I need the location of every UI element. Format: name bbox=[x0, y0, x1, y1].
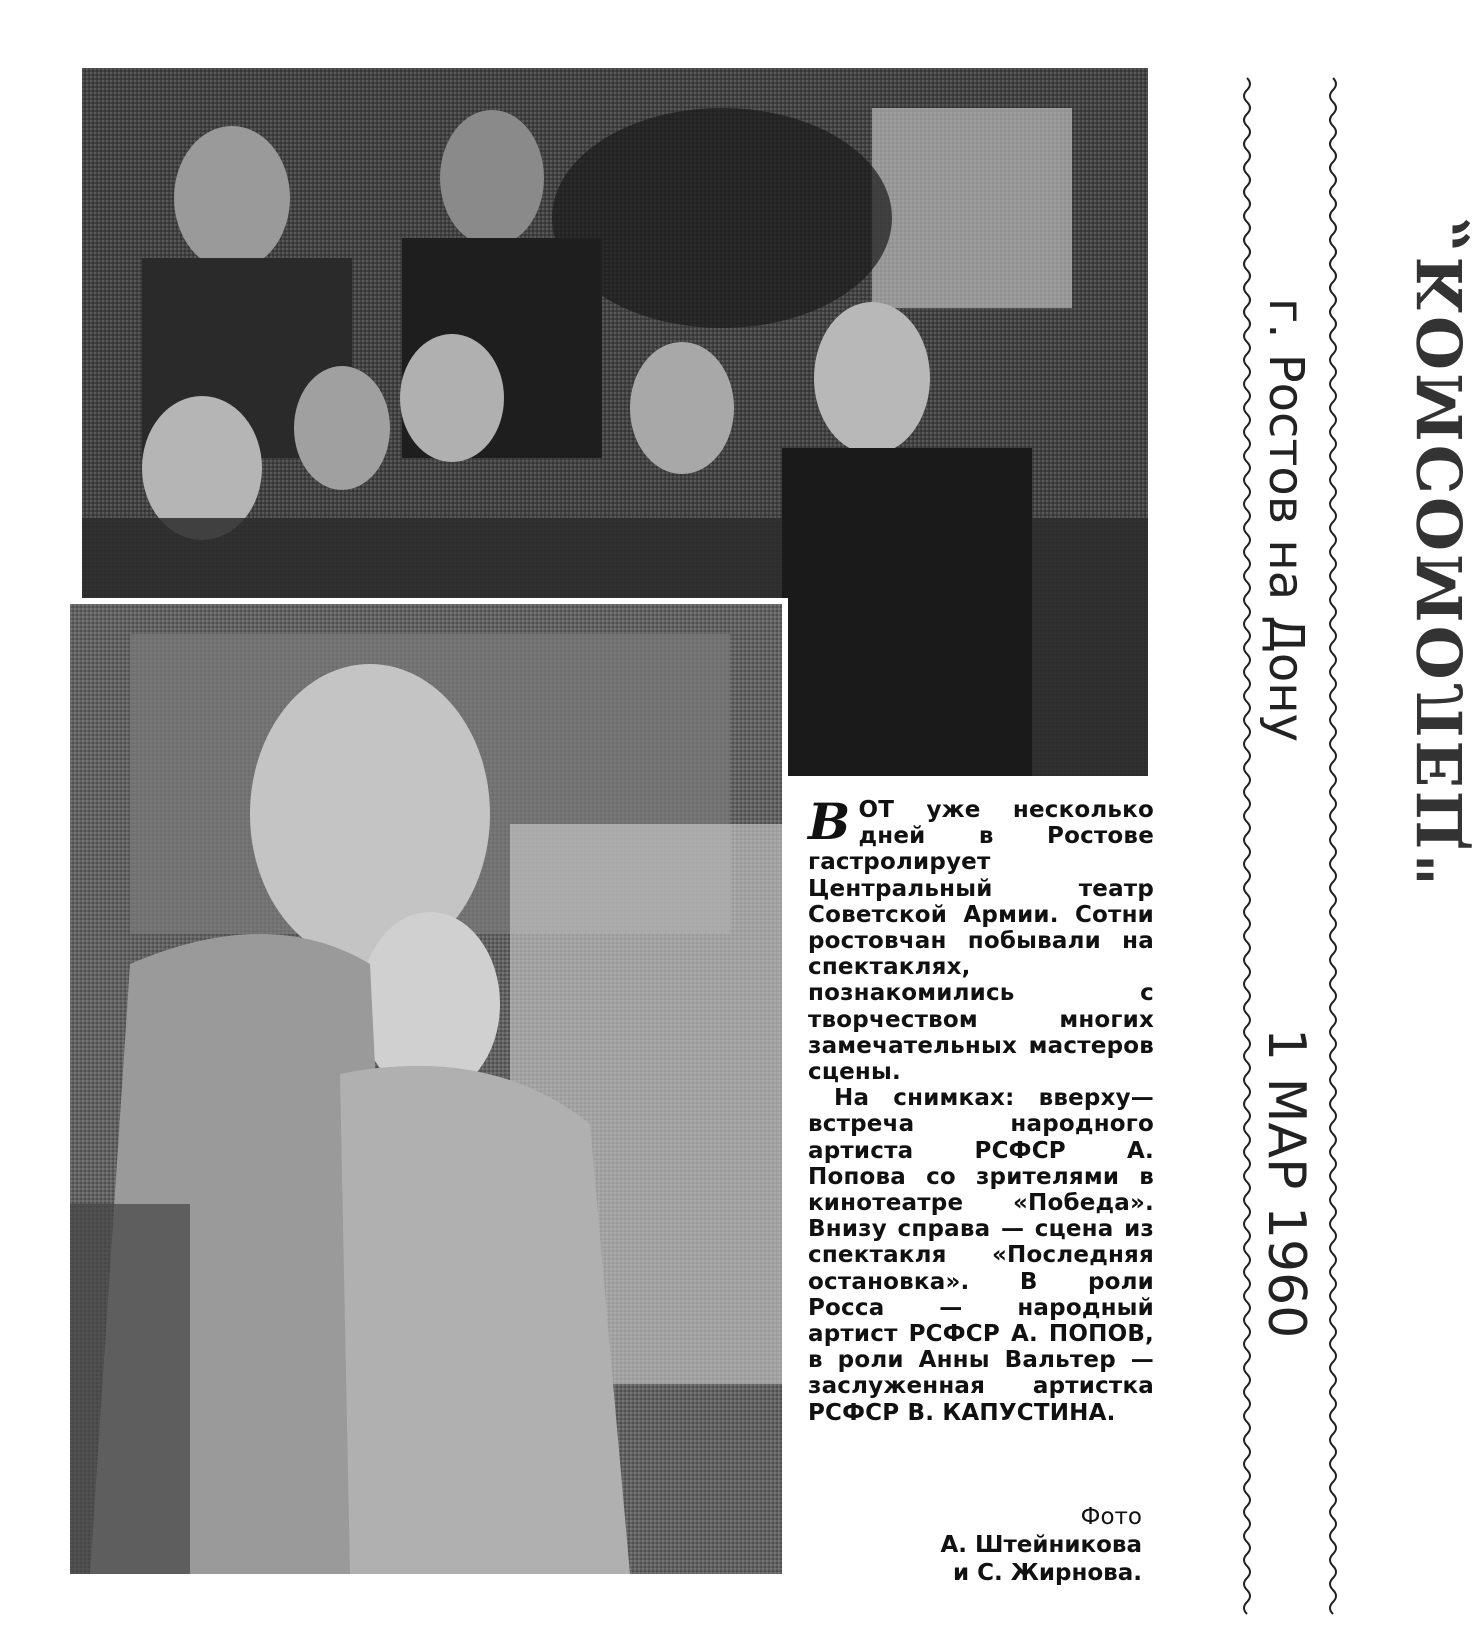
photo-credit bbox=[880, 1503, 1142, 1587]
caption-paragraph-1: ОТ уже несколько дней в Ростове гастролирует Центральный театр Советской Армии. Сотни ростовчан побывали на спектаклях, познакомились с творчеством многих замечательных мастеров сцены. bbox=[808, 797, 1154, 1086]
stamp-newspaper-name: „КОМСОМОЛЕЦ" bbox=[1404, 218, 1477, 889]
credit-author-1: А. Штейникова bbox=[940, 1532, 1142, 1558]
photo-scene-figures bbox=[70, 604, 782, 1574]
dropcap-letter: В bbox=[808, 792, 851, 851]
stamp-border-left bbox=[1240, 78, 1254, 1608]
stamp-city: г. Ростов на Дону bbox=[1258, 298, 1314, 743]
photo-scene bbox=[70, 598, 788, 1574]
caption-text bbox=[808, 792, 1154, 1426]
stamp-border-right bbox=[1326, 78, 1340, 1608]
stamp-date: 1 МАР 1960 bbox=[1256, 1028, 1316, 1339]
caption-paragraph-2: На снимках: вверху—встреча народного артиста РСФСР А. Попова со зрителями в кинотеатре «Победа». Внизу справа — сцена из спектакля «Последняя остановка». В роли Росса — народный артист РСФСР А. ПОПОВ, в роли Анны Вальтер — заслуженная артистка РСФСР В. КАПУСТИНА. bbox=[808, 1085, 1154, 1426]
credit-author-2: и С. Жирнова. bbox=[953, 1560, 1142, 1586]
credit-label: Фото bbox=[1080, 1504, 1142, 1530]
